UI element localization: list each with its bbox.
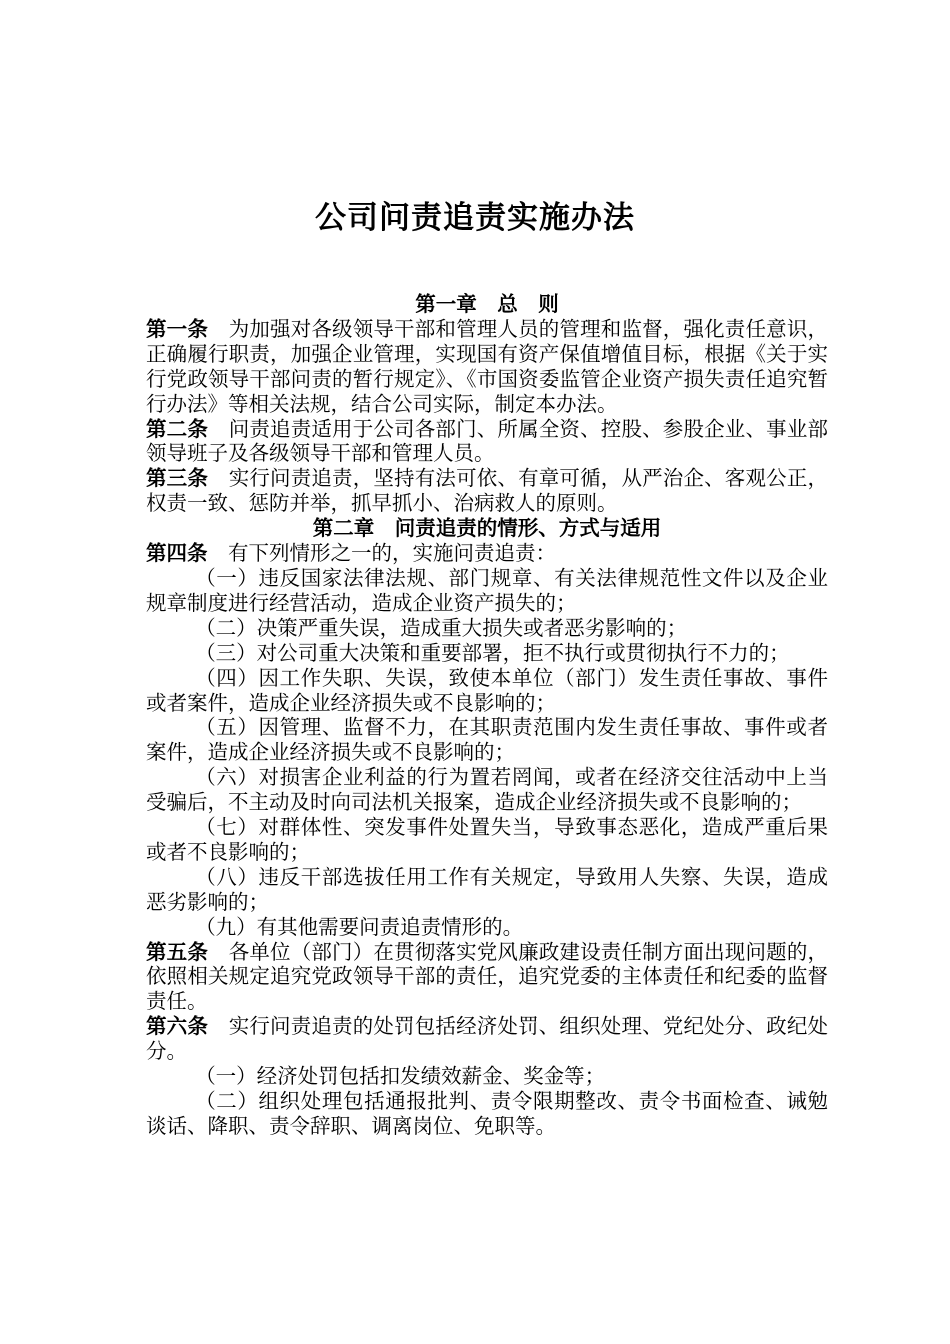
list-item: （一）违反国家法律法规、部门规章、有关法律规范性文件以及企业规章制度进行经营活动，造成企业资产损失的；: [146, 565, 828, 615]
article-label: 第四条: [146, 541, 228, 566]
document-title: 公司问责追责实施办法: [315, 200, 635, 236]
article-1: [146, 317, 828, 417]
article-label: 第三条: [146, 466, 229, 491]
article-label: 第六条: [146, 1014, 229, 1039]
list-item: （四）因工作失职、失误，致使本单位（部门）发生责任事故、事件或者案件，造成企业经济损失或不良影响的；: [146, 665, 828, 715]
list-item: （九）有其他需要问责追责情形的。: [195, 914, 524, 939]
article-text: 问责追责适用于公司各部门、所属全资、控股、参股企业、事业部领导班子及各级领导干部和管理人员。: [146, 416, 828, 466]
chapter-heading-2: 第二章 问责追责的情形、方式与适用: [312, 516, 662, 541]
article-label: 第五条: [146, 939, 229, 964]
list-item: （八）违反干部选拔任用工作有关规定，导致用人失察、失误，造成恶劣影响的；: [146, 864, 828, 914]
chapter-heading-1: 第一章 总 则: [415, 292, 559, 316]
article-text: 实行问责追责的处罚包括经济处罚、组织处理、党纪处分、政纪处分。: [146, 1014, 828, 1064]
article-label: 第一条: [146, 316, 229, 341]
article-5: [146, 940, 828, 1015]
list-item: （七）对群体性、突发事件处置失当，导致事态恶化，造成严重后果或者不良影响的；: [146, 815, 828, 864]
list-item: （五）因管理、监督不力，在其职责范围内发生责任事故、事件或者案件，造成企业经济损失或不良影响的；: [146, 715, 828, 765]
list-item: （三）对公司重大决策和重要部署，拒不执行或贯彻执行不力的；: [195, 640, 790, 665]
article-2: [146, 417, 828, 467]
article-text: 为加强对各级领导干部和管理人员的管理和监督，强化责任意识，正确履行职责，加强企业管理，实现国有资产保值增值目标，根据《关于实行党政领导干部问责的暂行规定》、《市国资委监管企业资产损失责任追究暂行办法》等相关法规，结合公司实际，制定本办法。: [146, 316, 828, 416]
article-text: 各单位（部门）在贯彻落实党风廉政建设责任制方面出现问题的，依照相关规定追究党政领导干部的责任，追究党委的主体责任和纪委的监督责任。: [146, 939, 828, 1014]
list-item: （二）决策严重失误，造成重大损失或者恶劣影响的；: [195, 615, 688, 640]
article-text: 实行问责追责，坚持有法可依、有章可循，从严治企、客观公正，权责一致、惩防并举，抓早抓小、治病救人的原则。: [146, 466, 828, 516]
list-item: （六）对损害企业利益的行为置若罔闻，或者在经济交往活动中上当受骗后，不主动及时向司法机关报案，造成企业经济损失或不良影响的；: [146, 765, 828, 815]
article-label: 第二条: [146, 416, 229, 441]
article-4: [146, 541, 828, 566]
article-text: 有下列情形之一的，实施问责追责：: [228, 541, 556, 566]
article-3: [146, 466, 828, 516]
list-item: （一）经济处罚包括扣发绩效薪金、奖金等；: [195, 1064, 606, 1089]
document-body: [146, 292, 828, 1139]
list-item: （二）组织处理包括通报批判、责令限期整改、责令书面检查、诫勉谈话、降职、责令辞职、调离岗位、免职等。: [146, 1089, 828, 1138]
article-6: [146, 1014, 828, 1064]
